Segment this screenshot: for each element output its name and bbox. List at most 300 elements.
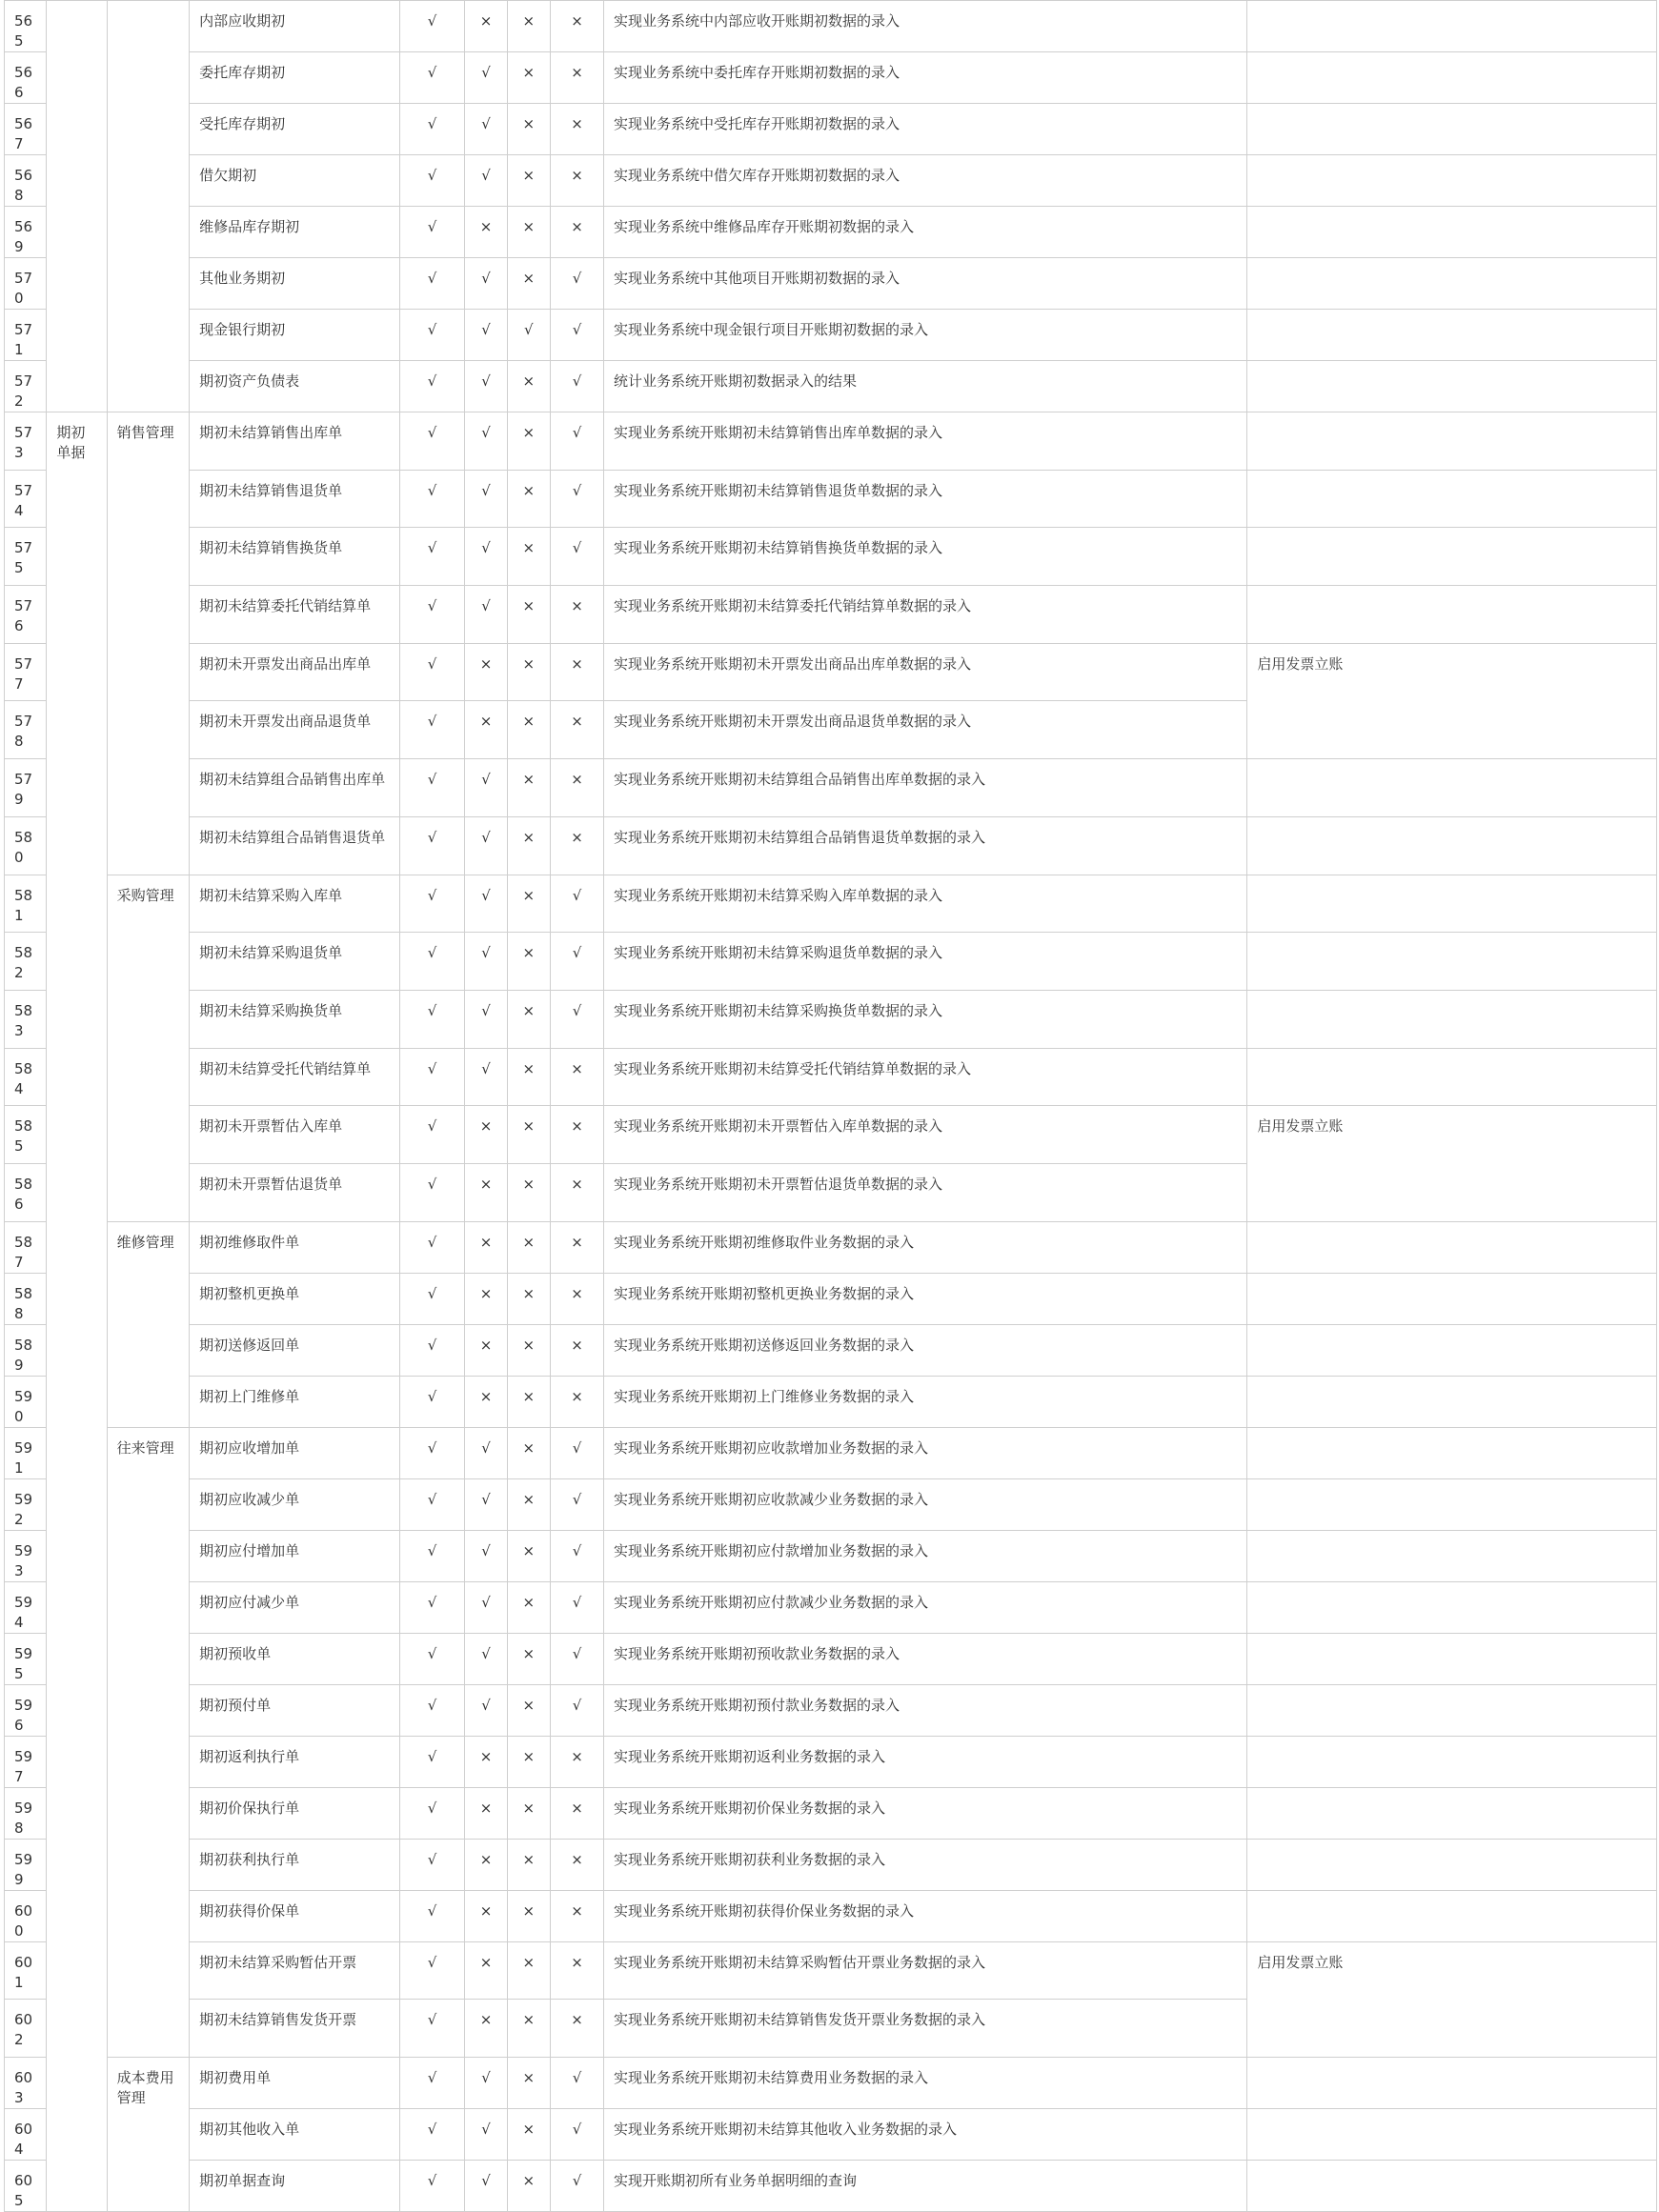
table-row [5, 528, 1657, 586]
remark-cell [1247, 412, 1657, 471]
edition-mark-cell: × [551, 1941, 604, 2000]
edition-mark-cell: × [465, 643, 507, 701]
edition-mark-cell: √ [399, 258, 465, 310]
edition-mark-cell: × [551, 1890, 604, 1941]
edition-mark-cell: √ [551, 1581, 604, 1633]
remark-cell [1247, 2161, 1657, 2212]
table-row [5, 1684, 1657, 1736]
edition-mark-cell: √ [465, 1530, 507, 1581]
function-name-cell: 期初费用单 [190, 2058, 400, 2109]
remark-cell [1247, 1, 1657, 52]
edition-mark-cell: × [465, 1941, 507, 2000]
edition-mark-cell: × [507, 104, 550, 155]
table-row [5, 816, 1657, 875]
row-number-cell: 575 [5, 528, 47, 586]
row-number-cell: 570 [5, 258, 47, 310]
edition-mark-cell: √ [551, 310, 604, 361]
edition-mark-cell: × [465, 1736, 507, 1787]
edition-mark-cell: √ [399, 816, 465, 875]
level1-category-cell [47, 1, 107, 412]
edition-mark-cell: × [507, 1048, 550, 1106]
edition-mark-cell: √ [399, 1633, 465, 1684]
table-row [5, 1633, 1657, 1684]
remark-cell [1247, 207, 1657, 258]
edition-mark-cell: √ [399, 1376, 465, 1427]
function-name-cell: 期初未结算采购换货单 [190, 990, 400, 1048]
row-number-cell: 584 [5, 1048, 47, 1106]
function-description-cell: 实现业务系统开账期初预收款业务数据的录入 [603, 1633, 1246, 1684]
edition-mark-cell: √ [465, 155, 507, 207]
edition-mark-cell: √ [551, 1427, 604, 1478]
edition-mark-cell: √ [399, 586, 465, 644]
function-name-cell: 期初未开票暂估退货单 [190, 1163, 400, 1221]
edition-mark-cell: √ [399, 1839, 465, 1890]
edition-mark-cell: √ [399, 643, 465, 701]
remark-cell [1247, 104, 1657, 155]
remark-cell [1247, 258, 1657, 310]
function-name-cell: 期初未结算销售退货单 [190, 470, 400, 528]
edition-mark-cell: √ [399, 1478, 465, 1530]
remark-cell [1247, 1530, 1657, 1581]
edition-mark-cell: × [507, 207, 550, 258]
edition-mark-cell: √ [551, 990, 604, 1048]
edition-mark-cell: √ [551, 361, 604, 412]
edition-mark-cell: √ [399, 2000, 465, 2058]
edition-mark-cell: √ [551, 412, 604, 471]
table-row [5, 1048, 1657, 1106]
edition-mark-cell: × [507, 759, 550, 817]
remark-cell [1247, 310, 1657, 361]
edition-mark-cell: √ [551, 2109, 604, 2161]
edition-mark-cell: √ [399, 1106, 465, 1164]
function-name-cell: 期初价保执行单 [190, 1787, 400, 1839]
edition-mark-cell: × [551, 155, 604, 207]
edition-mark-cell: × [465, 1376, 507, 1427]
function-name-cell: 期初资产负债表 [190, 361, 400, 412]
edition-mark-cell: √ [399, 310, 465, 361]
edition-mark-cell: √ [551, 1478, 604, 1530]
table-row [5, 1376, 1657, 1427]
edition-mark-cell: × [465, 1890, 507, 1941]
function-description-cell: 实现业务系统开账期初未结算采购暂估开票业务数据的录入 [603, 1941, 1246, 2000]
row-number-cell: 567 [5, 104, 47, 155]
edition-mark-cell: √ [551, 2058, 604, 2109]
function-name-cell: 期初应付增加单 [190, 1530, 400, 1581]
table-row [5, 52, 1657, 104]
function-name-cell: 期初未结算销售发货开票 [190, 2000, 400, 2058]
table-row [5, 104, 1657, 155]
edition-mark-cell: × [507, 1, 550, 52]
edition-mark-cell: × [551, 1787, 604, 1839]
edition-mark-cell: × [507, 52, 550, 104]
table-row [5, 1221, 1657, 1273]
row-number-cell: 593 [5, 1530, 47, 1581]
edition-mark-cell: √ [465, 1427, 507, 1478]
function-name-cell: 期初其他收入单 [190, 2109, 400, 2161]
edition-mark-cell: × [507, 361, 550, 412]
row-number-cell: 576 [5, 586, 47, 644]
edition-mark-cell: √ [399, 1787, 465, 1839]
function-name-cell: 期初返利执行单 [190, 1736, 400, 1787]
edition-mark-cell: √ [399, 1581, 465, 1633]
remark-cell [1247, 933, 1657, 991]
row-number-cell: 572 [5, 361, 47, 412]
edition-mark-cell: × [507, 1478, 550, 1530]
table-row [5, 1839, 1657, 1890]
edition-mark-cell: √ [465, 470, 507, 528]
edition-mark-cell: × [507, 1376, 550, 1427]
row-number-cell: 585 [5, 1106, 47, 1164]
edition-mark-cell: √ [551, 258, 604, 310]
row-number-cell: 588 [5, 1273, 47, 1324]
edition-mark-cell: √ [465, 1581, 507, 1633]
edition-mark-cell: √ [465, 104, 507, 155]
edition-mark-cell: × [551, 759, 604, 817]
edition-mark-cell: √ [465, 310, 507, 361]
edition-mark-cell: √ [399, 470, 465, 528]
row-number-cell: 604 [5, 2109, 47, 2161]
remark-cell [1247, 1684, 1657, 1736]
edition-mark-cell: √ [399, 759, 465, 817]
function-name-cell: 期初未结算采购入库单 [190, 875, 400, 933]
remark-cell [1247, 875, 1657, 933]
row-number-cell: 566 [5, 52, 47, 104]
level2-category-cell: 往来管理 [107, 1427, 190, 2057]
edition-mark-cell: √ [399, 2058, 465, 2109]
edition-mark-cell: √ [465, 361, 507, 412]
table-row [5, 643, 1657, 701]
row-number-cell: 602 [5, 2000, 47, 2058]
table-row [5, 1, 1657, 52]
edition-mark-cell: × [507, 1427, 550, 1478]
edition-mark-cell: √ [399, 1736, 465, 1787]
function-description-cell: 实现业务系统开账期初价保业务数据的录入 [603, 1787, 1246, 1839]
edition-mark-cell: √ [465, 1684, 507, 1736]
function-name-cell: 期初预收单 [190, 1633, 400, 1684]
edition-mark-cell: √ [465, 759, 507, 817]
edition-mark-cell: × [507, 1221, 550, 1273]
remark-cell [1247, 759, 1657, 817]
edition-mark-cell: √ [507, 310, 550, 361]
level2-category-cell: 采购管理 [107, 875, 190, 1221]
edition-mark-cell: × [551, 1376, 604, 1427]
function-name-cell: 期初上门维修单 [190, 1376, 400, 1427]
row-number-cell: 586 [5, 1163, 47, 1221]
function-description-cell: 实现业务系统开账期初未开票发出商品退货单数据的录入 [603, 701, 1246, 759]
edition-mark-cell: √ [465, 2109, 507, 2161]
function-description-cell: 实现业务系统开账期初应付款增加业务数据的录入 [603, 1530, 1246, 1581]
remark-cell [1247, 361, 1657, 412]
row-number-cell: 568 [5, 155, 47, 207]
function-name-cell: 期初未结算销售出库单 [190, 412, 400, 471]
edition-mark-cell: √ [399, 933, 465, 991]
edition-mark-cell: × [507, 1787, 550, 1839]
edition-mark-cell: √ [465, 2058, 507, 2109]
row-number-cell: 600 [5, 1890, 47, 1941]
remark-cell [1247, 528, 1657, 586]
remark-cell: 启用发票立账 [1247, 643, 1657, 758]
edition-mark-cell: √ [399, 2161, 465, 2212]
edition-mark-cell: × [551, 52, 604, 104]
function-description-cell: 实现业务系统开账期初送修返回业务数据的录入 [603, 1324, 1246, 1376]
edition-mark-cell: × [465, 1787, 507, 1839]
edition-mark-cell: √ [551, 470, 604, 528]
table-row [5, 2058, 1657, 2109]
edition-mark-cell: × [551, 1273, 604, 1324]
edition-mark-cell: √ [551, 1530, 604, 1581]
edition-mark-cell: × [551, 586, 604, 644]
table-row [5, 759, 1657, 817]
function-name-cell: 期初未开票发出商品出库单 [190, 643, 400, 701]
edition-mark-cell: × [551, 1221, 604, 1273]
edition-mark-cell: × [507, 258, 550, 310]
edition-mark-cell: × [551, 207, 604, 258]
edition-mark-cell: × [507, 1941, 550, 2000]
row-number-cell: 590 [5, 1376, 47, 1427]
function-name-cell: 期初未开票发出商品退货单 [190, 701, 400, 759]
function-name-cell: 维修品库存期初 [190, 207, 400, 258]
remark-cell [1247, 586, 1657, 644]
row-number-cell: 565 [5, 1, 47, 52]
function-description-cell: 实现业务系统开账期初获得价保业务数据的录入 [603, 1890, 1246, 1941]
edition-mark-cell: √ [551, 1633, 604, 1684]
row-number-cell: 595 [5, 1633, 47, 1684]
function-description-cell: 实现业务系统开账期初未结算受托代销结算单数据的录入 [603, 1048, 1246, 1106]
edition-mark-cell: × [551, 816, 604, 875]
row-number-cell: 580 [5, 816, 47, 875]
function-description-cell: 实现业务系统开账期初未结算采购换货单数据的录入 [603, 990, 1246, 1048]
edition-mark-cell: × [507, 2000, 550, 2058]
function-name-cell: 期初未结算受托代销结算单 [190, 1048, 400, 1106]
edition-mark-cell: √ [465, 2161, 507, 2212]
remark-cell [1247, 1273, 1657, 1324]
table-row [5, 412, 1657, 471]
edition-mark-cell: √ [465, 258, 507, 310]
function-name-cell: 期初维修取件单 [190, 1221, 400, 1273]
row-number-cell: 596 [5, 1684, 47, 1736]
edition-mark-cell: √ [399, 1530, 465, 1581]
edition-mark-cell: √ [465, 990, 507, 1048]
function-name-cell: 期初未结算销售换货单 [190, 528, 400, 586]
edition-mark-cell: × [507, 816, 550, 875]
row-number-cell: 591 [5, 1427, 47, 1478]
remark-cell [1247, 52, 1657, 104]
remark-cell [1247, 1890, 1657, 1941]
remark-cell [1247, 1633, 1657, 1684]
edition-mark-cell: × [465, 1273, 507, 1324]
row-number-cell: 598 [5, 1787, 47, 1839]
function-description-cell: 实现业务系统开账期初未结算委托代销结算单数据的录入 [603, 586, 1246, 644]
function-name-cell: 期初预付单 [190, 1684, 400, 1736]
row-number-cell: 579 [5, 759, 47, 817]
function-description-cell: 实现开账期初所有业务单据明细的查询 [603, 2161, 1246, 2212]
table-row [5, 1324, 1657, 1376]
function-name-cell: 期初获利执行单 [190, 1839, 400, 1890]
function-description-cell: 实现业务系统开账期初未结算销售出库单数据的录入 [603, 412, 1246, 471]
edition-mark-cell: × [507, 643, 550, 701]
edition-mark-cell: × [507, 1839, 550, 1890]
row-number-cell: 582 [5, 933, 47, 991]
edition-mark-cell: × [465, 1163, 507, 1221]
table-row [5, 1427, 1657, 1478]
table-row [5, 207, 1657, 258]
table-row [5, 258, 1657, 310]
function-name-cell: 期初获得价保单 [190, 1890, 400, 1941]
edition-mark-cell: √ [399, 528, 465, 586]
remark-cell [1247, 1839, 1657, 1890]
edition-mark-cell: × [465, 1106, 507, 1164]
function-name-cell: 期初未结算组合品销售退货单 [190, 816, 400, 875]
function-description-cell: 实现业务系统开账期初获利业务数据的录入 [603, 1839, 1246, 1890]
function-description-cell: 实现业务系统中其他项目开账期初数据的录入 [603, 258, 1246, 310]
remark-cell [1247, 2109, 1657, 2161]
remark-cell [1247, 816, 1657, 875]
edition-mark-cell: × [507, 701, 550, 759]
function-description-cell: 实现业务系统开账期初未结算销售发货开票业务数据的录入 [603, 2000, 1246, 2058]
table-row [5, 1581, 1657, 1633]
row-number-cell: 603 [5, 2058, 47, 2109]
edition-mark-cell: × [507, 2058, 550, 2109]
edition-mark-cell: √ [465, 52, 507, 104]
level1-category-cell: 期初单据 [47, 412, 107, 2212]
edition-mark-cell: √ [399, 1221, 465, 1273]
table-row [5, 2109, 1657, 2161]
edition-mark-cell: √ [551, 875, 604, 933]
function-name-cell: 期初未结算组合品销售出库单 [190, 759, 400, 817]
table-row [5, 875, 1657, 933]
row-number-cell: 569 [5, 207, 47, 258]
row-number-cell: 577 [5, 643, 47, 701]
level2-category-cell: 成本费用管理 [107, 2058, 190, 2212]
edition-mark-cell: √ [551, 2161, 604, 2212]
function-name-cell: 其他业务期初 [190, 258, 400, 310]
function-description-cell: 实现业务系统开账期初未结算组合品销售退货单数据的录入 [603, 816, 1246, 875]
edition-mark-cell: × [551, 2000, 604, 2058]
edition-mark-cell: × [507, 412, 550, 471]
remark-cell [1247, 1376, 1657, 1427]
level2-category-cell [107, 1, 190, 412]
edition-mark-cell: × [551, 1839, 604, 1890]
table-row [5, 310, 1657, 361]
edition-mark-cell: × [507, 2109, 550, 2161]
edition-mark-cell: × [507, 1890, 550, 1941]
edition-mark-cell: × [551, 701, 604, 759]
edition-mark-cell: √ [399, 104, 465, 155]
edition-mark-cell: √ [399, 155, 465, 207]
edition-mark-cell: × [465, 1, 507, 52]
row-number-cell: 594 [5, 1581, 47, 1633]
table-row [5, 361, 1657, 412]
function-description-cell: 实现业务系统开账期初未结算销售退货单数据的录入 [603, 470, 1246, 528]
edition-mark-cell: × [551, 1048, 604, 1106]
function-name-cell: 期初送修返回单 [190, 1324, 400, 1376]
function-name-cell: 内部应收期初 [190, 1, 400, 52]
edition-mark-cell: × [551, 1163, 604, 1221]
table-body [5, 1, 1657, 2212]
table-row [5, 1941, 1657, 2000]
function-name-cell: 期初未开票暂估入库单 [190, 1106, 400, 1164]
function-description-cell: 实现业务系统中借欠库存开账期初数据的录入 [603, 155, 1246, 207]
function-description-cell: 实现业务系统开账期初应收款增加业务数据的录入 [603, 1427, 1246, 1478]
edition-mark-cell: × [507, 528, 550, 586]
table-row [5, 155, 1657, 207]
edition-mark-cell: × [507, 1530, 550, 1581]
edition-mark-cell: √ [399, 1890, 465, 1941]
edition-mark-cell: × [507, 155, 550, 207]
edition-mark-cell: √ [551, 933, 604, 991]
edition-mark-cell: √ [399, 2109, 465, 2161]
row-number-cell: 571 [5, 310, 47, 361]
function-name-cell: 现金银行期初 [190, 310, 400, 361]
function-description-cell: 实现业务系统中现金银行项目开账期初数据的录入 [603, 310, 1246, 361]
remark-cell [1247, 1478, 1657, 1530]
edition-mark-cell: √ [399, 52, 465, 104]
edition-mark-cell: √ [465, 1478, 507, 1530]
table-row [5, 1787, 1657, 1839]
edition-mark-cell: × [507, 2161, 550, 2212]
function-description-cell: 实现业务系统开账期初整机更换业务数据的录入 [603, 1273, 1246, 1324]
edition-mark-cell: × [507, 1324, 550, 1376]
edition-mark-cell: × [507, 1684, 550, 1736]
edition-mark-cell: √ [465, 528, 507, 586]
edition-mark-cell: √ [551, 528, 604, 586]
function-name-cell: 期初应付减少单 [190, 1581, 400, 1633]
edition-mark-cell: √ [399, 1684, 465, 1736]
edition-mark-cell: × [507, 1163, 550, 1221]
function-description-cell: 实现业务系统开账期初预付款业务数据的录入 [603, 1684, 1246, 1736]
edition-mark-cell: × [551, 643, 604, 701]
row-number-cell: 581 [5, 875, 47, 933]
row-number-cell: 601 [5, 1941, 47, 2000]
row-number-cell: 578 [5, 701, 47, 759]
row-number-cell: 573 [5, 412, 47, 471]
edition-mark-cell: × [507, 1581, 550, 1633]
row-number-cell: 583 [5, 990, 47, 1048]
edition-mark-cell: √ [399, 412, 465, 471]
function-description-cell: 实现业务系统中维修品库存开账期初数据的录入 [603, 207, 1246, 258]
edition-mark-cell: √ [399, 207, 465, 258]
function-description-cell: 实现业务系统中委托库存开账期初数据的录入 [603, 52, 1246, 104]
edition-mark-cell: √ [399, 701, 465, 759]
remark-cell [1247, 1427, 1657, 1478]
function-name-cell: 期初未结算委托代销结算单 [190, 586, 400, 644]
function-description-cell: 实现业务系统开账期初未开票暂估入库单数据的录入 [603, 1106, 1246, 1164]
edition-mark-cell: × [551, 104, 604, 155]
function-name-cell: 期初未结算采购暂估开票 [190, 1941, 400, 2000]
edition-mark-cell: × [507, 1633, 550, 1684]
edition-mark-cell: √ [399, 990, 465, 1048]
edition-mark-cell: √ [399, 1941, 465, 2000]
edition-mark-cell: × [551, 1736, 604, 1787]
edition-mark-cell: × [551, 1106, 604, 1164]
remark-cell [1247, 1736, 1657, 1787]
edition-mark-cell: √ [399, 1324, 465, 1376]
edition-mark-cell: √ [465, 1048, 507, 1106]
remark-cell: 启用发票立账 [1247, 1941, 1657, 2057]
level2-category-cell: 销售管理 [107, 412, 190, 875]
remark-cell [1247, 1048, 1657, 1106]
edition-mark-cell: × [551, 1324, 604, 1376]
function-description-cell: 实现业务系统开账期初未结算采购入库单数据的录入 [603, 875, 1246, 933]
remark-cell [1247, 1324, 1657, 1376]
edition-mark-cell: × [465, 1839, 507, 1890]
function-description-cell: 实现业务系统中内部应收开账期初数据的录入 [603, 1, 1246, 52]
remark-cell [1247, 470, 1657, 528]
row-number-cell: 587 [5, 1221, 47, 1273]
function-description-cell: 统计业务系统开账期初数据录入的结果 [603, 361, 1246, 412]
edition-mark-cell: √ [465, 1633, 507, 1684]
function-description-cell: 实现业务系统开账期初应收款减少业务数据的录入 [603, 1478, 1246, 1530]
